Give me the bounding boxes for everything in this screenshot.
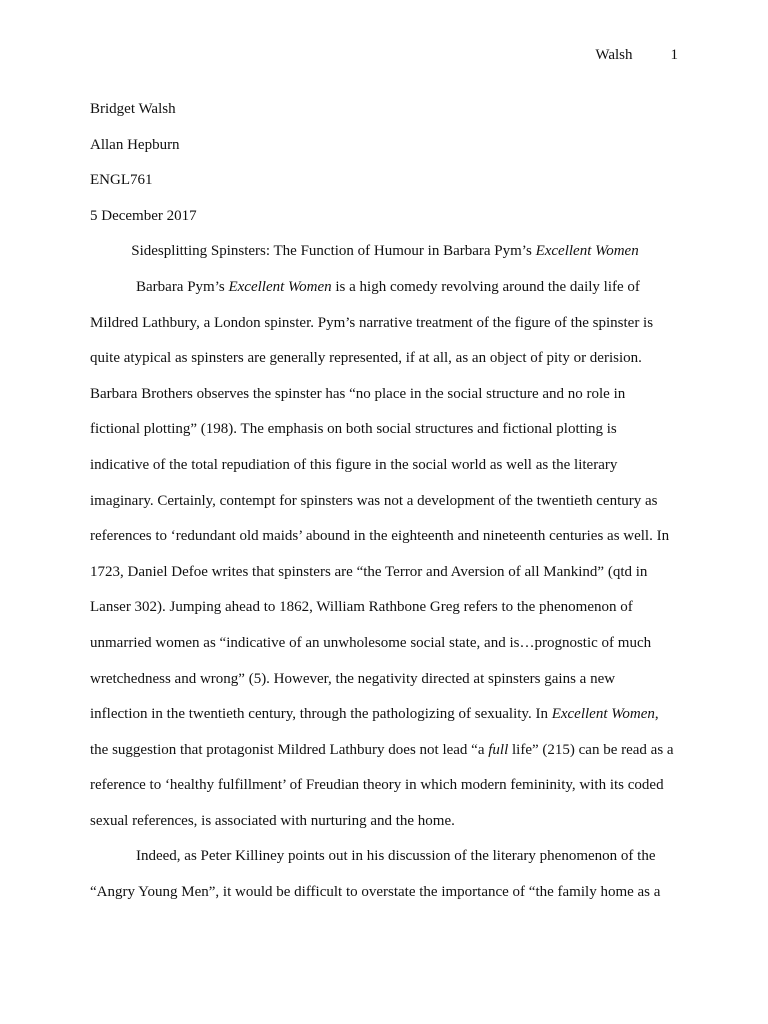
- paragraph-1: [90, 270, 680, 840]
- paragraph-1-line-16: sexual references, is associated with nurturing and the home.: [90, 812, 455, 829]
- running-header: [595, 45, 678, 65]
- paragraph-1-line-1: [90, 270, 680, 306]
- paragraph-1-line-6: indicative of the total repudiation of this figure in the social world as well as the literary: [90, 456, 618, 473]
- text-run: is a high comedy revolving around the daily life of: [331, 278, 640, 295]
- paragraph-1-line-15: reference to ‘healthy fulfillment’ of Freudian theory in which modern femininity, with its coded: [90, 777, 664, 794]
- paragraph-2-line-1: Indeed, as Peter Killiney points out in his discussion of the literary phenomenon of the: [136, 848, 656, 865]
- book-title-italic: Excellent Women: [228, 278, 332, 295]
- paragraph-1-line-4: Barbara Brothers observes the spinster has “no place in the social structure and no role in: [90, 385, 626, 402]
- essay-title-main: Sidesplitting Spinsters: The Function of Humour in Barbara Pym’s: [131, 243, 536, 260]
- emphasis-italic: full: [488, 741, 509, 758]
- text-run: inflection in the twentieth century, through the pathologizing of sexuality. In: [90, 706, 552, 723]
- text-run: Barbara Pym’s: [136, 278, 229, 295]
- paragraph-1-line-14: [90, 733, 680, 769]
- author-name: Bridget Walsh: [90, 101, 176, 117]
- course-code: ENGL761: [90, 172, 153, 189]
- paragraph-2: [90, 839, 680, 910]
- essay-title-italic: Excellent Women: [535, 243, 639, 260]
- paragraph-1-line-13: [90, 697, 680, 733]
- paragraph-1-line-3: quite atypical as spinsters are generally represented, if at all, as an object of pity or derision.: [90, 350, 642, 367]
- text-run: ,: [654, 706, 659, 723]
- paragraph-1-line-11: unmarried women as “indicative of an unwholesome social state, and is…prognostic of much: [90, 634, 652, 651]
- paragraph-2-line-2: “Angry Young Men”, it would be difficult to overstate the importance of “the family home as a: [90, 884, 661, 901]
- paragraph-1-line-5: fictional plotting” (198). The emphasis on both social structures and fictional plotting is: [90, 421, 617, 438]
- paragraph-1-line-8: references to ‘redundant old maids’ abound in the eighteenth and nineteenth centuries as well. In: [90, 528, 670, 545]
- paragraph-1-line-10: Lanser 302). Jumping ahead to 1862, William Rathbone Greg refers to the phenomenon of: [90, 599, 633, 616]
- text-run: life” (215) can be read as a: [508, 741, 674, 758]
- paragraph-1-line-9: 1723, Daniel Defoe writes that spinsters are “the Terror and Aversion of all Mankind” (qtd in: [90, 563, 648, 580]
- submission-date: 5 December 2017: [90, 207, 197, 224]
- document-body: [90, 92, 680, 911]
- book-title-italic: Excellent Women: [551, 706, 655, 723]
- instructor-name: Allan Hepburn: [90, 136, 180, 153]
- text-run: the suggestion that protagonist Mildred Lathbury does not lead “a: [90, 741, 489, 758]
- paragraph-1-line-2: Mildred Lathbury, a London spinster. Pym’s narrative treatment of the figure of the spinster is: [90, 314, 654, 331]
- essay-title: [90, 234, 680, 270]
- paragraph-1-line-7: imaginary. Certainly, contempt for spinsters was not a development of the twentieth century as: [90, 492, 658, 509]
- header-surname: Walsh: [595, 47, 633, 63]
- page-number: 1: [670, 47, 678, 63]
- paragraph-1-line-12: wretchedness and wrong” (5). However, the negativity directed at spinsters gains a new: [90, 670, 616, 687]
